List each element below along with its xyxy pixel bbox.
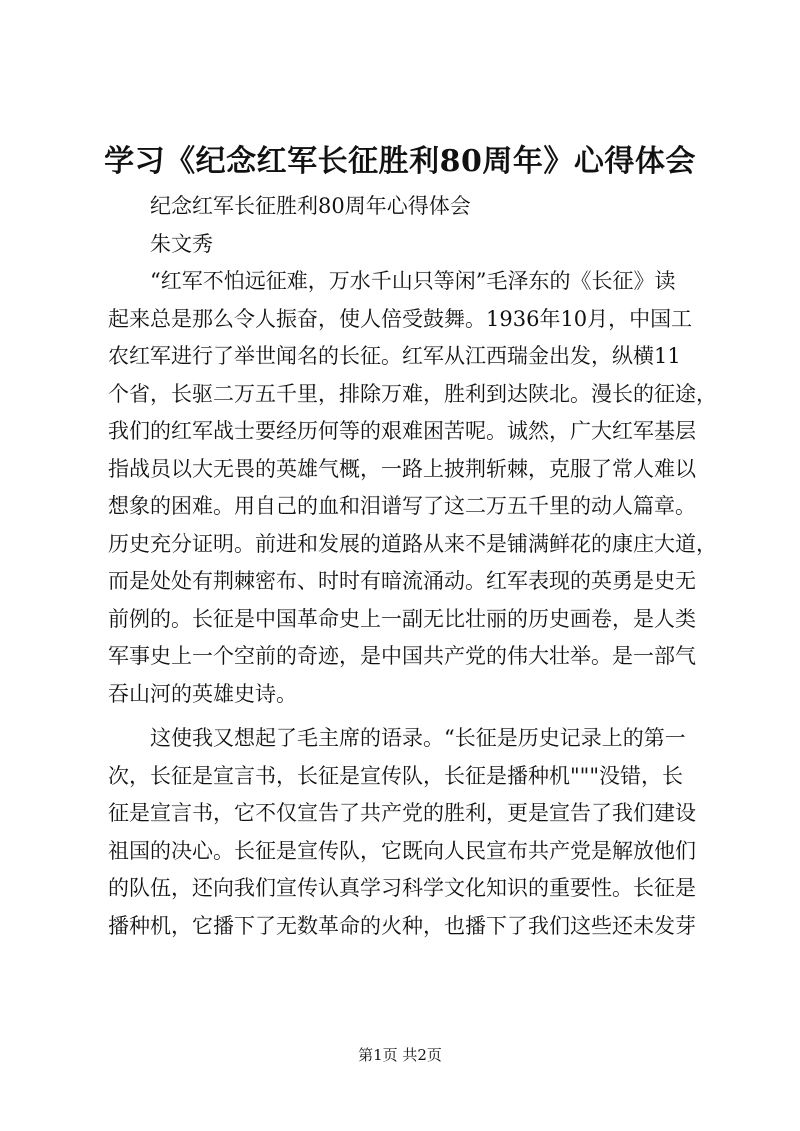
paragraph-line: 的队伍，还向我们宣传认真学习科学文化知识的重要性。长征是 [108,876,696,900]
paragraph-line: 农红军进行了举世闻名的长征。红军从江西瑞金出发，纵横11 [108,344,681,368]
paragraph-line: 吞山河的英雄史诗。 [108,681,297,706]
paragraph-line: 征是宣言书，它不仅宣告了共产党的胜利，更是宣告了我们建设 [108,801,696,825]
paragraph-line: 个省，长驱二万五千里，排除万难，胜利到达陕北。漫长的征途， [108,381,717,406]
subtitle: 纪念红军长征胜利80周年心得体会 [150,194,471,218]
paragraph-spacer [108,713,708,720]
paragraph-line: 我们的红军战士要经历何等的艰难困苦呢。诚然，广大红军基层 [108,419,696,443]
paragraph-line: 想象的困难。用自己的血和泪谱写了这二万五千里的动人篇章。 [108,494,696,518]
paragraph-line: 祖国的决心。长征是宣传队，它既向人民宣布共产党是解放他们 [108,838,696,863]
author-name: 朱文秀 [150,231,213,256]
paragraph-line: 这使我又想起了毛主席的语录。“长征是历史记录上的第一 [150,726,686,750]
paragraph-line: 历史充分证明。前进和发展的道路从来不是铺满鲜花的康庄大道， [108,531,717,556]
paragraph-line: 次，长征是宣言书，长征是宣传队，长征是播种机"""没错，长 [108,763,683,788]
paragraph-line: 起来总是那么令人振奋，使人倍受鼓舞。1936年10月，中国工 [108,306,693,331]
paragraph-line: “红军不怕远征难，万水千山只等闲”毛泽东的《长征》读 [150,269,676,293]
paragraph-line: 军事史上一个空前的奇迹，是中国共产党的伟大壮举。是一部气 [108,644,696,668]
document-body [108,188,717,945]
paragraph-line: 前例的。长征是中国革命史上一副无比壮丽的历史画卷，是人类 [108,606,696,631]
paragraph-line: 而是处处有荆棘密布、时时有暗流涌动。红军表现的英勇是史无 [108,569,696,593]
paragraph-2 [108,720,708,945]
document-title: 学习《纪念红军长征胜利80周年》心得体会 [104,144,696,179]
paragraph-line: 播种机，它播下了无数革命的火种，也播下了我们这些还未发芽 [108,913,696,938]
paragraph-1 [108,263,717,713]
paragraph-line: 指战员以大无畏的英雄气概，一路上披荆斩棘，克服了常人难以 [108,456,696,481]
page-number: 第1页 共2页 [358,1046,442,1064]
